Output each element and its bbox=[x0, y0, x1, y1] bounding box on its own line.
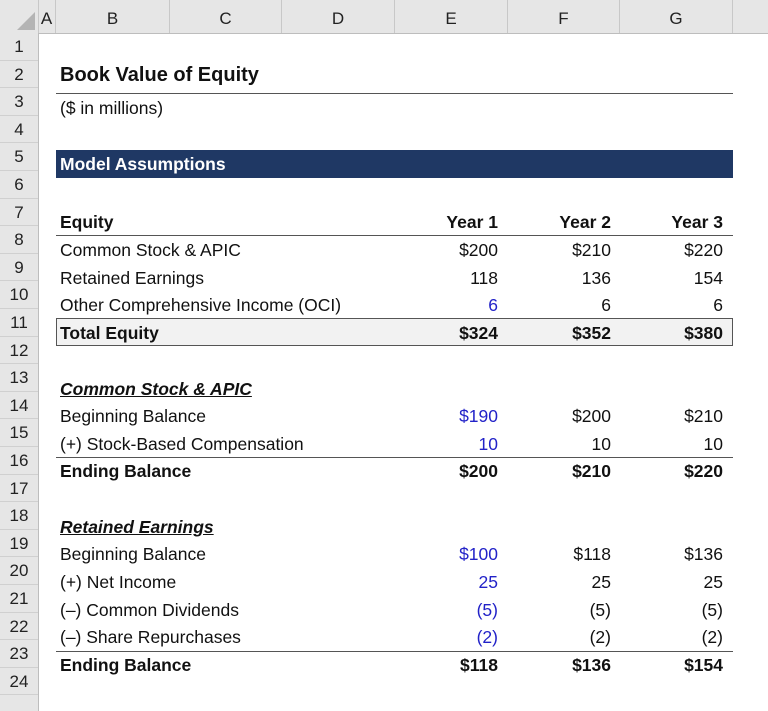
ending-balance-label[interactable]: Ending Balance bbox=[60, 655, 192, 675]
value-cell[interactable]: 10 bbox=[591, 434, 611, 454]
value-cell[interactable]: $200 bbox=[459, 240, 498, 260]
total-value[interactable]: $352 bbox=[572, 323, 611, 343]
value-cell[interactable]: (5) bbox=[589, 600, 611, 620]
row-label[interactable]: Common Stock & APIC bbox=[60, 240, 241, 260]
row-header[interactable]: 4 bbox=[0, 116, 38, 144]
section-header-csapic[interactable]: Common Stock & APIC bbox=[60, 379, 252, 399]
input-value-cell[interactable]: $100 bbox=[459, 544, 498, 564]
ending-balance-value[interactable]: $220 bbox=[684, 461, 723, 481]
value-cell[interactable]: 136 bbox=[581, 268, 611, 288]
row-header[interactable]: 20 bbox=[0, 557, 38, 585]
ending-balance-value[interactable]: $136 bbox=[572, 655, 611, 675]
row-label[interactable]: Beginning Balance bbox=[60, 544, 206, 564]
row-header[interactable]: 16 bbox=[0, 447, 38, 475]
value-cell[interactable]: $118 bbox=[573, 544, 611, 564]
column-header-bar bbox=[0, 0, 768, 34]
row-label[interactable]: (+) Net Income bbox=[60, 572, 177, 592]
column-header-f[interactable]: F bbox=[508, 0, 620, 33]
row-header[interactable]: 23 bbox=[0, 640, 38, 668]
value-cell[interactable]: 118 bbox=[470, 268, 498, 288]
total-value[interactable]: $380 bbox=[684, 323, 723, 343]
row-header[interactable]: 5 bbox=[0, 143, 38, 171]
row-header[interactable]: 12 bbox=[0, 337, 38, 365]
row-header[interactable]: 13 bbox=[0, 364, 38, 392]
column-header-g[interactable]: G bbox=[620, 0, 733, 33]
ending-balance-value[interactable]: $210 bbox=[572, 461, 611, 481]
row-label[interactable]: Retained Earnings bbox=[60, 268, 204, 288]
value-cell[interactable]: 6 bbox=[713, 295, 723, 315]
year-header[interactable]: Year 1 bbox=[446, 212, 498, 232]
value-cell[interactable]: $136 bbox=[684, 544, 723, 564]
value-cell[interactable]: 25 bbox=[703, 572, 723, 592]
row-header[interactable]: 15 bbox=[0, 419, 38, 447]
value-cell[interactable]: 25 bbox=[591, 572, 611, 592]
total-value[interactable]: $324 bbox=[459, 323, 498, 343]
row-header[interactable]: 22 bbox=[0, 613, 38, 641]
row-header-bar bbox=[0, 33, 39, 711]
value-cell[interactable]: (2) bbox=[589, 627, 611, 647]
row-header[interactable]: 9 bbox=[0, 254, 38, 282]
row-header[interactable]: 3 bbox=[0, 88, 38, 116]
value-cell[interactable]: $210 bbox=[572, 240, 611, 260]
page-title[interactable]: Book Value of Equity bbox=[60, 64, 259, 86]
select-all-button[interactable] bbox=[0, 0, 39, 33]
row-header[interactable]: 21 bbox=[0, 585, 38, 613]
ending-balance-value[interactable]: $154 bbox=[684, 655, 723, 675]
row-header[interactable]: 6 bbox=[0, 171, 38, 199]
year-header[interactable]: Year 3 bbox=[671, 212, 723, 232]
value-cell[interactable]: 154 bbox=[693, 268, 723, 288]
value-cell[interactable]: $210 bbox=[684, 406, 723, 426]
column-header-a[interactable]: A bbox=[38, 0, 56, 33]
section-banner[interactable]: Model Assumptions bbox=[56, 150, 733, 178]
column-header-e[interactable]: E bbox=[395, 0, 508, 33]
year-header[interactable]: Year 2 bbox=[559, 212, 611, 232]
column-header-b[interactable]: B bbox=[56, 0, 170, 33]
total-label[interactable]: Total Equity bbox=[60, 323, 159, 343]
units-subtitle[interactable]: ($ in millions) bbox=[60, 98, 164, 118]
value-cell[interactable]: $220 bbox=[684, 240, 723, 260]
value-cell[interactable]: $200 bbox=[572, 406, 611, 426]
row-header[interactable]: 24 bbox=[0, 668, 38, 696]
row-header[interactable]: 19 bbox=[0, 530, 38, 558]
input-value-cell[interactable]: $190 bbox=[459, 406, 498, 426]
row-header[interactable]: 17 bbox=[0, 475, 38, 503]
input-value-cell[interactable]: 10 bbox=[478, 434, 498, 454]
row-header[interactable]: 7 bbox=[0, 199, 38, 227]
row-label[interactable]: (+) Stock-Based Compensation bbox=[60, 434, 304, 454]
input-value-cell[interactable]: 6 bbox=[488, 295, 498, 315]
ending-balance-value[interactable]: $200 bbox=[459, 461, 498, 481]
ending-balance-value[interactable]: $118 bbox=[460, 655, 498, 675]
row-header[interactable]: 2 bbox=[0, 61, 38, 89]
row-label[interactable]: (–) Common Dividends bbox=[60, 600, 239, 620]
row-header[interactable]: 14 bbox=[0, 392, 38, 420]
value-cell[interactable]: (5) bbox=[701, 600, 723, 620]
row-header[interactable]: 8 bbox=[0, 226, 38, 254]
value-cell[interactable]: 6 bbox=[601, 295, 611, 315]
column-header-c[interactable]: C bbox=[170, 0, 282, 33]
row-label[interactable]: Beginning Balance bbox=[60, 406, 206, 426]
value-cell[interactable]: (2) bbox=[701, 627, 723, 647]
column-header-d[interactable]: D bbox=[282, 0, 395, 33]
row-header[interactable]: 10 bbox=[0, 281, 38, 309]
value-cell[interactable]: 10 bbox=[703, 434, 723, 454]
input-value-cell[interactable]: (2) bbox=[476, 627, 498, 647]
input-value-cell[interactable]: 25 bbox=[478, 572, 498, 592]
row-label[interactable]: Other Comprehensive Income (OCI) bbox=[60, 295, 342, 315]
row-header[interactable]: 11 bbox=[0, 309, 38, 337]
ending-balance-label[interactable]: Ending Balance bbox=[60, 461, 192, 481]
row-label[interactable]: (–) Share Repurchases bbox=[60, 627, 241, 647]
input-value-cell[interactable]: (5) bbox=[476, 600, 498, 620]
equity-header[interactable]: Equity bbox=[60, 212, 114, 232]
row-header[interactable]: 18 bbox=[0, 502, 38, 530]
section-header-retained-earnings[interactable]: Retained Earnings bbox=[60, 517, 214, 537]
row-header[interactable]: 1 bbox=[0, 33, 38, 61]
